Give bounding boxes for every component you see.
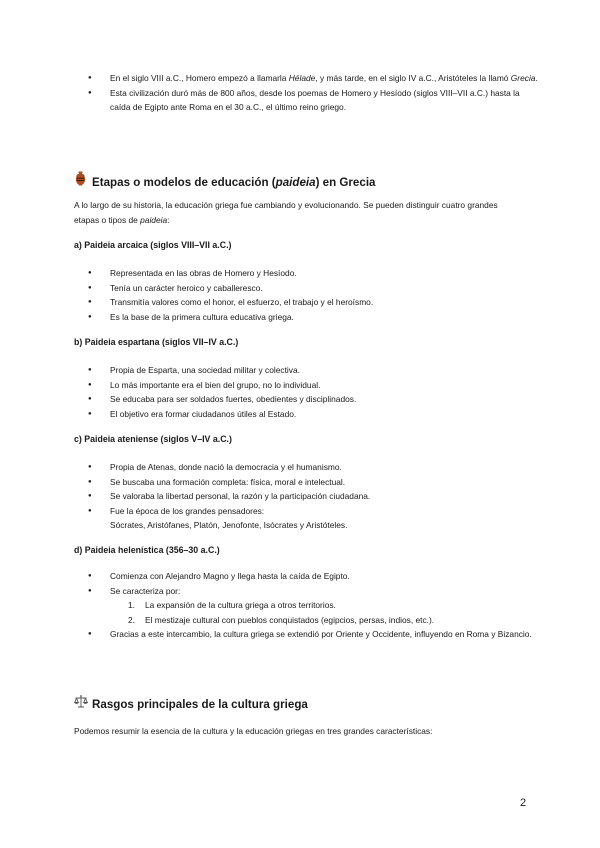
- list-item: ● Se valoraba la libertad personal, la razón y la participación ciudadana.: [110, 489, 540, 504]
- list-item: ● Es la base de la primera cultura educativa griega.: [110, 310, 540, 325]
- list-item: ● Gracias a este intercambio, la cultura griega se extendió por Oriente y Occidente, influyendo en Roma y Bizancio.: [110, 627, 540, 642]
- amphora-icon: [74, 171, 87, 189]
- helenistica-list: [110, 569, 540, 598]
- ateniense-list: [110, 460, 540, 533]
- list-item: ● Propia de Esparta, una sociedad militar y colectiva.: [110, 363, 540, 378]
- list-item: ● Se buscaba una formación completa: física, moral e intelectual.: [110, 475, 540, 490]
- section-title-etapas: Etapas o modelos de educación (paideia) en Grecia: [74, 171, 376, 189]
- section2-intro: Podemos resumir la esencia de la cultura y la educación griegas en tres grandes características:: [74, 726, 433, 736]
- list-item: ● Esta civilización duró más de 800 años, desde los poemas de Homero y Hesíodo (siglos VIII–VII a.C.) hasta la caída de Egipto ante Roma en el 30 a.C., el último reino griego.: [110, 86, 540, 115]
- subheading-ateniense: c) Paideia ateniense (siglos V–IV a.C.): [74, 434, 232, 444]
- helenistica-final-list: [110, 627, 540, 642]
- list-item: 1. La expansión de la cultura griega a otros territorios.: [128, 600, 336, 610]
- list-item: ● Propia de Atenas, donde nació la democracia y el humanismo.: [110, 460, 540, 475]
- list-item: ● Transmitía valores como el honor, el esfuerzo, el trabajo y el heroísmo.: [110, 295, 540, 310]
- helenistica-numbered-list: [128, 598, 528, 627]
- list-item: 2. El mestizaje cultural con pueblos conquistados (egipcios, persas, indios, etc.).: [128, 614, 435, 625]
- list-item: ● En el siglo VIII a.C., Homero empezó a llamarla Hélade, y más tarde, en el siglo IV a.C., Aristóteles la llamó Grecia.: [110, 71, 540, 86]
- arcaica-list: [110, 266, 540, 324]
- list-item: ● Representada en las obras de Homero y Hesíodo.: [110, 266, 540, 281]
- subheading-espartana: b) Paideia espartana (siglos VII–IV a.C.): [74, 337, 239, 347]
- list-item: ● Comienza con Alejandro Magno y llega hasta la caída de Egipto.: [110, 569, 540, 584]
- list-item: ● Se educaba para ser soldados fuertes, obedientes y disciplinados.: [110, 392, 540, 407]
- subheading-helenistica: d) Paideia helenística (356–30 a.C.): [74, 545, 220, 555]
- list-item: ● Fue la época de los grandes pensadores: Sócrates, Aristófanes, Platón, Jenofonte, Isócrates y Aristóteles.: [110, 504, 540, 533]
- page-number: 2: [520, 797, 527, 809]
- section-title-rasgos: Rasgos principales de la cultura griega: [74, 695, 308, 711]
- intro-bullet-list: [110, 71, 540, 115]
- espartana-list: [110, 363, 540, 421]
- scales-icon: [74, 695, 87, 711]
- subheading-arcaica: a) Paideia arcaica (siglos VIII–VII a.C.): [74, 240, 232, 250]
- section1-intro: A lo largo de su historia, la educación griega fue cambiando y evolucionando. Se pueden distinguir cuatro grandes etapas o tipos de paideia:: [74, 200, 498, 225]
- list-item: ● Tenía un carácter heroico y caballeresco.: [110, 281, 540, 296]
- list-item: ● Lo más importante era el bien del grupo, no lo individual.: [110, 378, 540, 393]
- list-item: ● El objetivo era formar ciudadanos útiles al Estado.: [110, 407, 540, 422]
- list-item: ● Se caracteriza por:: [110, 584, 540, 599]
